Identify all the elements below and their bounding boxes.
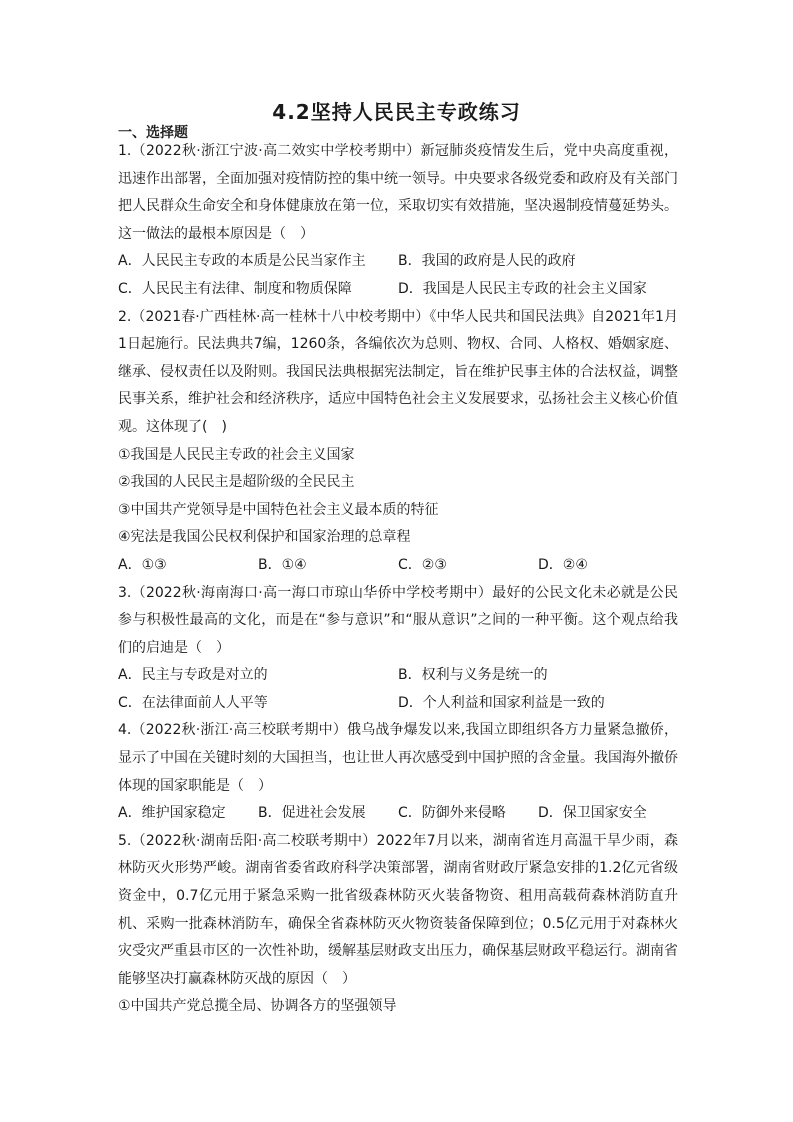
option-b: B．①④ <box>258 556 307 573</box>
option-a: A．人民民主专政的本质是公民当家作主 <box>118 253 366 270</box>
question-stem: 1.（2022秋·浙江宁波·高二效实中学校考期中）新冠肺炎疫情发生后，党中央高度重视，迅速作出部署，全面加强对疫情防控的集中统一领导。中央要求各级党委和政府及有关部门把人民群众生命安全和身体健康放在第一位，采取切实有效措施，坚决遏制疫情蔓延势头。这一做法的最根本原因是（ ） <box>118 143 678 242</box>
options-row <box>118 552 678 580</box>
option-d: D．②④ <box>538 556 588 573</box>
option-c: C．人民民主有法律、制度和物质保障 <box>118 280 352 297</box>
question-stem: 4.（2022秋·浙江·高三校联考期中）俄乌战争爆发以来,我国立即组织各方力量紧急撤侨，显示了中国在关键时刻的大国担当，也让世人再次感受到中国护照的含金量。我国海外撤侨体现的国家职能是（ ） <box>118 722 678 794</box>
question-stem: 3.（2022秋·海南海口·高一海口市琼山华侨中学校考期中）最好的公民文化未必就是公民参与积极性最高的文化，而是在“参与意识”和“服从意识”之间的一种平衡。这个观点给我们的启迪是（ ） <box>118 584 678 656</box>
option-a: A．①③ <box>118 556 167 573</box>
statement: ④宪法是我国公民权利保护和国家治理的总章程 <box>118 529 411 546</box>
section-heading: 一、选择题 <box>118 125 188 141</box>
statement: ③中国共产党领导是中国特色社会主义最本质的特征 <box>118 501 439 518</box>
page-title: 4.2坚持人民民主专政练习 <box>272 100 521 124</box>
option-a: A．维护国家稳定 <box>118 805 226 822</box>
option-a: A．民主与专政是对立的 <box>118 667 268 684</box>
option-b: B．权利与义务是统一的 <box>398 667 548 684</box>
options-row <box>118 690 678 718</box>
question-list <box>118 138 678 1021</box>
statement: ①我国是人民民主专政的社会主义国家 <box>118 446 355 463</box>
statement: ②我国的人民民主是超阶级的全民民主 <box>118 474 355 491</box>
option-d: D．我国是人民民主专政的社会主义国家 <box>398 280 647 297</box>
option-b: B．促进社会发展 <box>258 805 366 822</box>
question-stem: 2.（2021春·广西桂林·高一桂林十八中校考期中）《中华人民共和国民法典》自2021年1月1日起施行。民法典共7编，1260条，各编依次为总则、物权、合同、人格权、婚姻家庭、继承、侵权责任以及附则。我国民法典根据宪法制定，旨在维护民事主体的合法权益，调整民事关系，维护社会和经济秩序，适应中国特色社会主义发展要求，弘扬社会主义核心价值观。这体现了( ) <box>118 308 678 435</box>
option-c: C．在法律面前人人平等 <box>118 694 268 711</box>
option-d: D．保卫国家安全 <box>538 805 647 822</box>
option-b: B．我国的政府是人民的政府 <box>398 253 576 270</box>
option-d: D．个人利益和国家利益是一致的 <box>398 694 605 711</box>
option-c: C．②③ <box>398 556 447 573</box>
option-c: C．防御外来侵略 <box>398 805 506 822</box>
options-row <box>118 248 678 276</box>
options-row <box>118 800 678 828</box>
question-stem: 5.（2022秋·湖南岳阳·高二校联考期中）2022年7月以来，湖南省连月高温干旱少雨，森林防灭火形势严峻。湖南省委省政府科学决策部署，湖南省财政厅紧急安排的1.2亿元省级资金中，0.7亿元用于紧急采购一批省级森林防灭火装备物资、租用高载荷森林消防直升机、采购一批森林消防车，确保全省森林防灭火物资装备保障到位；0.5亿元用于对森林火灾受灾严重县市区的一次性补助，缓解基层财政支出压力，确保基层财政平稳运行。湖南省能够坚决打赢森林防灭战的原因（ ） <box>118 832 678 987</box>
statement: ①中国共产党总揽全局、协调各方的坚强领导 <box>118 998 397 1015</box>
options-row <box>118 662 678 690</box>
options-row <box>118 276 678 304</box>
